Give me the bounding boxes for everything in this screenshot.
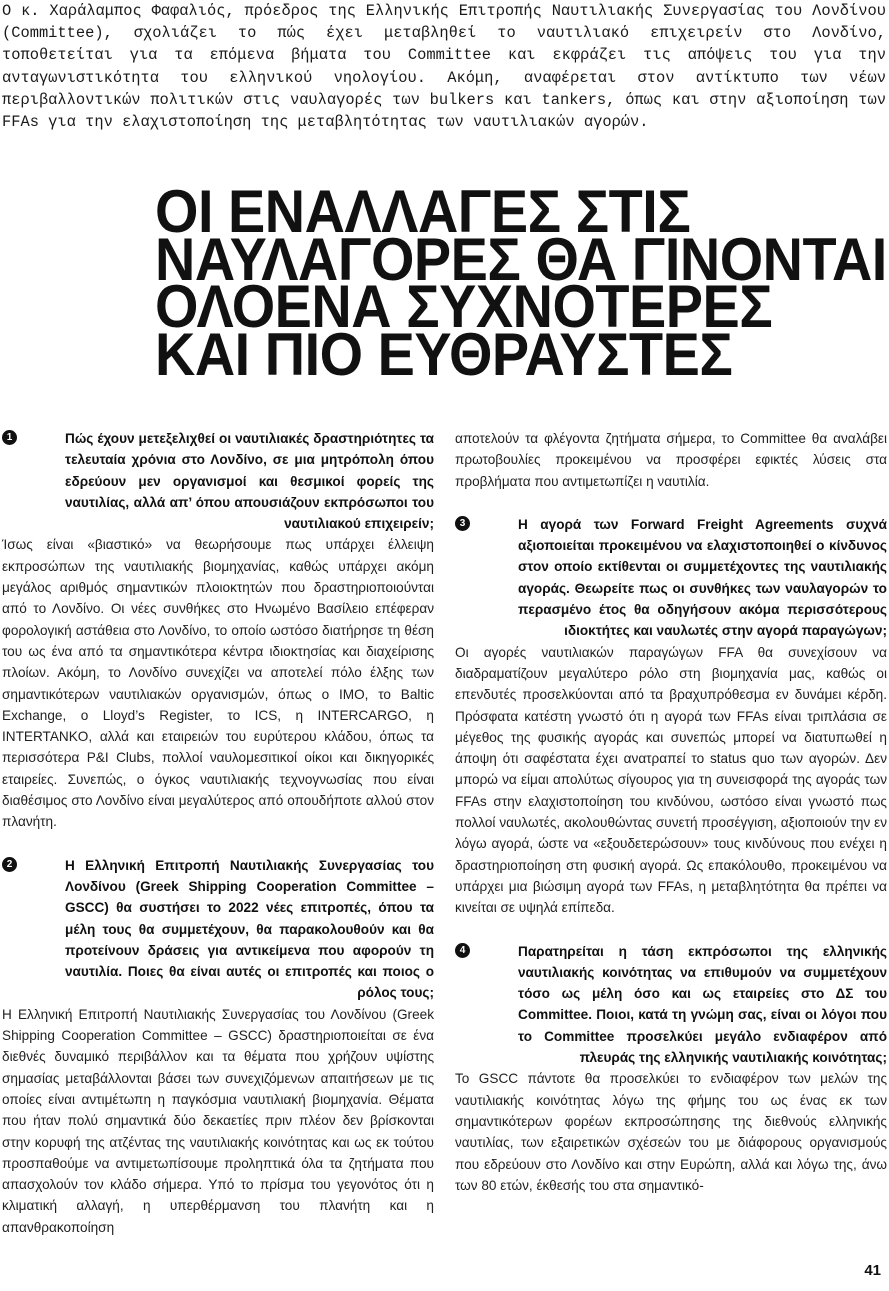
question-number-badge: 3 <box>455 516 470 531</box>
headline-line-1: ΟΙ ΕΝΑΛΛΑΓΕΣ ΣΤΙΣ <box>155 178 691 245</box>
answer-text: Οι αγορές ναυτιλιακών παραγώγων FFA θα συνεχίσουν να διαδραματίζουν μεγαλύτερο ρόλο στη βιομηχανία μας, καθώς οι επενδυτές προσελκύονται από τα βραχυπρόθεσμα εν δυνάμει κέρδη. Πρόσφατα κατέστη γνωστό ότι η αγορά των FFAs είναι τριπλάσια σε μέγεθος της φυσικής αγοράς και συνεπώς μπορεί να διατυπωθεί η άποψη ότι σαφέστατα έχει ανατραπεί το status quo των αγορών. Δεν μπορώ να είμαι απολύτως σίγουρος για τη συνεισφορά της αγοράς των FFAs στην ελαχιστοποίηση του κινδύνου, ωστόσο είναι γνωστό πως πολλοί ναυλωτές, ακολουθώντας συνετή προσέγγιση, αξιοποιούν την εν λόγω αγορά, ώστε να «εξουδετερώσουν» τους κινδύνους που ενέχει η δραστηριοποίηση στη φυσική αγορά. Ως επακόλουθο, προκειμένου να υπάρχει μια βιώσιμη αγορά των FFAs, η μεταβλητότητα θα πρέπει να κινείται σε υψηλά επίπεδα. <box>455 644 887 916</box>
headline <box>155 178 887 388</box>
qa-block-4 <box>455 941 887 1197</box>
answer-continuation: αποτελούν τα φλέγοντα ζητήματα σήμερα, το Committee θα αναλάβει πρωτοβουλίες προκειμένου να προσφέρει εφικτές λύσεις στα προβλήματα που αντιμετωπίζει η ναυτιλία. <box>455 431 887 489</box>
headline-line-4: ΚΑΙ ΠΙΟ ΕΥΘΡΑΥΣΤΕΣ <box>155 320 733 388</box>
answer-text: Το GSCC πάντοτε θα προσελκύει το ενδιαφέρον των μελών της ναυτιλιακής κοινότητας λόγω της φήμης του ως ένας εκ των σημαντικότερων φορέων εκπροσώπησης της διεθνούς ελληνικής ναυτιλίας, των εξαιρετικών σχέσεών του με διάφορους οργανισμούς που εδρεύουν στο Λονδίνο και στην Ευρώπη, αλλά και λόγω της, άνω των 80 ετών, έκθεσής του στα σημαντικό- <box>455 1071 887 1193</box>
qa-block-1 <box>2 428 434 833</box>
question-text: Η Ελληνική Επιτροπή Ναυτιλιακής Συνεργασίας του Λονδίνου (Greek Shipping Cooperation Committee – GSCC) θα συστήσει το 2022 νέες επιτροπές, όπου τα μέλη τους θα συμμετέχουν, θα παρακολουθούν και θα προτείνουν δράσεις για αντικείμενα που αφορούν τη ναυτιλία. Ποιες θα είναι αυτές οι επιτροπές και ποιος ο ρόλος τους; <box>65 857 434 1001</box>
headline-line-3: ΟΛΟΕΝΑ ΣΥΧΝΟΤΕΡΕΣ <box>155 273 773 340</box>
question-number-badge: 2 <box>2 857 17 872</box>
left-column <box>2 428 434 1238</box>
headline-line-2: ΝΑΥΛΑΓΟΡΕΣ ΘΑ ΓΙΝΟΝΤΑΙ <box>155 225 887 293</box>
qa-block-2 <box>2 855 434 1238</box>
qa-block-3 <box>455 514 887 919</box>
page-number: 41 <box>864 1262 881 1279</box>
question-text: Παρατηρείται η τάση εκπρόσωποι της ελληνικής ναυτιλιακής κοινότητας να επιθυμούν να συμμετέχουν τόσο ως μέλη όσο και ως εταιρείες στο ΔΣ του Committee. Ποιοι, κατά τη γνώμη σας, είναι οι λόγοι που το Committee προσελκύει μεγάλο ενδιαφέρον από πλευράς της ελληνικής ναυτιλιακής κοινότητας; <box>518 943 887 1066</box>
answer-text: Ίσως είναι «βιαστικό» να θεωρήσουμε πως υπάρχει έλλειψη εκπροσώπων της ναυτιλιακής βιομηχανίας, καθώς υπάρχει ακόμη μεγάλος αριθμός σημαντικών πλοιοκτητών που δραστηριοποιούνται από το Λονδίνο. Οι νέες συνθήκες στο Ηνωμένο Βασίλειο επέφεραν φορολογική αστάθεια στο Λονδίνο, το οποίο ωστόσο διατήρησε τη θέση του ως ένα από τα σημαντικότερα κέντρα ιδιοκτησίας και διαχείρισης πλοίων. Ακόμη, το Λονδίνο συνεχίζει να αποτελεί πόλο έλξης των σημαντικότερων ναυτιλιακών οργανισμών, όπως ο ΙΜΟ, το Baltic Exchange, ο Lloyd’s Register, το ICS, η INTERCARGO, η INTERTANKO, αλλά και εταιρειών του ευρύτερου κλάδου, όπως τα περισσότερα P&I Clubs, πολλοί ναυλομεσιτικοί οίκοι και δικηγορικές εταιρείες. Συνεπώς, ο όγκος ναυτιλιακής τεχνογνωσίας που είναι διαθέσιμος στο Λονδίνο είναι μεγαλύτερος από οπουδήποτε αλλού στον πλανήτη. <box>2 537 434 830</box>
question-text: Η αγορά των Forward Freight Agreements συχνά αξιοποιείται προκειμένου να ελαχιστοποιηθεί ο κίνδυνος στον οποίο εκτίθενται οι συμμετέχοντες της ναυτιλιακής αγοράς. Θεωρείτε πως οι συνθήκες των ναυλαγορών το περασμένο έτος θα οδηγήσουν ακόμα περισσότερους ιδιοκτήτες και ναυλωτές στην αγορά παραγώγων; <box>518 516 887 639</box>
answer-text: Η Ελληνική Επιτροπή Ναυτιλιακής Συνεργασίας του Λονδίνου (Greek Shipping Cooperation Committee – GSCC) δραστηριοποιείται σε ένα διεθνές δυναμικό περιβάλλον και τα θέματα που χρήζουν υψίστης σημασίας μεταβάλλονται βάσει των συνεχιζόμενων απαιτήσεων με τις οποίες είναι αντιμέτωπη η παγκόσμια ναυτιλιακή βιομηχανία. Θέματα που ήταν πολύ σημαντικά δύο δεκαετίες πριν πλέον δεν βρίσκονται στην κορυφή της ατζέντας της ναυτιλιακής κοινότητας και ως εκ τούτου προσπαθούμε να αντιμετωπίσουμε προληπτικά όλα τα ζητήματα που απασχολούν τον κλάδο σήμερα. Υπό το πρίσμα του γεγονότος ότι η κλιματική αλλαγή, η υπερθέρμανση του πλανήτη και η απανθρακοποίηση <box>2 1006 434 1235</box>
intro-paragraph: Ο κ. Χαράλαμπος Φαφαλιός, πρόεδρος της Ελληνικής Επιτροπής Ναυτιλιακής Συνεργασίας του Λονδίνου (Committee), σχολιάζει το πώς έχει μεταβληθεί το ναυτιλιακό επιχειρείν στο Λονδίνο, τοποθετείται για τα επόμενα βήματα του Committee και εκφράζει τις απόψεις του για την ανταγωνιστικότητα του ελληνικού νηολογίου. Ακόμη, αναφέρεται στον αντίκτυπο των νέων περιβαλλοντικών πολιτικών στις ναυλαγορές των bulkers και tankers, όπως και στην αξιοποίηση των FFAs για την ελαχιστοποίηση της μεταβλητότητας των ναυτιλιακών αγορών. <box>2 2 886 132</box>
question-number-badge: 1 <box>2 430 17 445</box>
question-number-badge: 4 <box>455 943 470 958</box>
question-text: Πώς έχουν μετεξελιχθεί οι ναυτιλιακές δραστηριότητες τα τελευταία χρόνια στο Λονδίνο, σε μια μητρόπολη όπου εδρεύουν μεν οργανισμοί και θεσμικοί φορείς της ναυτιλίας, αλλά απ’ όπου απουσιάζουν εκπρόσωποι του ναυτιλιακού επιχειρείν; <box>65 431 434 532</box>
right-column <box>455 428 887 1196</box>
